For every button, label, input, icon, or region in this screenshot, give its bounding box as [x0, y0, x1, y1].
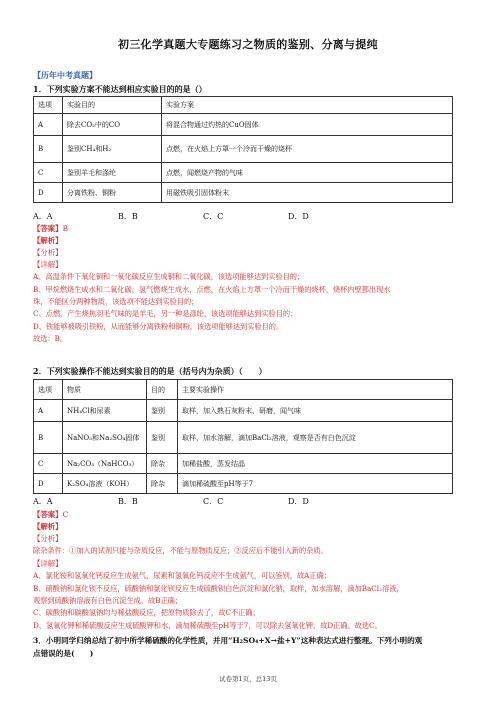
q2-detail-line: B、硝酸钠和氯化钡不反应，硫酸钠和氯化钡反应生成硫酸钡白色沉淀和氯化钠，取样，加水溶解，滴加BaCl₂溶液，: [33, 584, 404, 593]
q2-cell: 鉴别: [147, 400, 178, 422]
q2-answer: 【答案】C: [33, 510, 69, 519]
q1-option-d: D．D: [288, 212, 309, 221]
q1-option-a: A．A: [33, 212, 53, 221]
q2-cell: K₂SO₄溶液（KOH）: [63, 474, 147, 494]
q1-cell: D: [34, 183, 63, 203]
q2-cell: 取样，加水溶解，滴加BaCl₂溶液，观察是否有白色沉淀: [178, 422, 453, 454]
q1-cell: B: [34, 136, 63, 163]
q2-header-substance: 物质: [63, 380, 147, 400]
q1-detail-line: 珠，不能区分两种物质，该选项不能达到实验目的；: [33, 297, 199, 306]
page-footer: 试卷第1页，总13页: [219, 675, 277, 683]
q1-detail-line: C、点燃，产生烧焦羽毛气味的是羊毛，另一种是涤纶，该选项能够达到实验目的；: [33, 309, 298, 318]
q1-detail-line: D、铁能够被吸引铁粉，从而能够分离铁粉和铜粉，该选项能够达到实验目的。: [33, 322, 284, 331]
q1-cell: 用磁铁吸引固体粉末: [162, 183, 453, 203]
q2-table: [33, 379, 453, 494]
q2-header-option: 选项: [34, 380, 63, 400]
q2-detail-label: 【详解】: [33, 559, 63, 568]
page-title: 初三化学真题大专题练习之物质的鉴别、分离与提纯: [118, 38, 378, 51]
q1-detail-line: A、高温条件下氧化铜和一氧化碳反应生成铜和二氧化碳，该选项能够达到实验目的；: [33, 272, 305, 281]
q1-cell: 点燃，闻燃烧产物的气味: [162, 163, 453, 183]
q1-detail-line: B、甲烷燃烧生成水和二氧化碳，氢气燃烧生成水，点燃，在火焰上方罩一个冷而干燥的烧杯，烧杯内壁都出现水: [33, 285, 391, 294]
q2-header-operation: 主要实验操作: [178, 380, 453, 400]
q1-header-purpose: 实验目的: [63, 97, 162, 114]
q1-answer: 【答案】B: [33, 224, 69, 233]
q2-detail-line: 观察到硫酸钠溶液有白色沉淀生成，故B正确；: [33, 596, 183, 605]
q2-option-b: B．B: [118, 497, 138, 506]
q2-cell: C: [34, 454, 63, 474]
section-heading: 【历年中考真题】: [33, 70, 97, 80]
q2-option-c: C．C: [203, 497, 224, 506]
q2-fenxi-text: 除杂条件：①加入的试剂只能与杂质反应，不能与原物质反应；②反应后不能引入新的杂质。: [33, 546, 328, 555]
q1-cell: 鉴别羊毛和涤纶: [63, 163, 162, 183]
q2-header-purpose: 目的: [147, 380, 178, 400]
q1-cell: 鉴别CH₄和H₂: [63, 136, 162, 163]
q1-option-b: B．B: [118, 212, 138, 221]
q1-option-c: C．C: [203, 212, 224, 221]
q1-cell: 将混合物通过灼热的CuO固体: [162, 114, 453, 136]
q2-cell: 取样，加入熟石灰粉末、研磨，闻气味: [178, 400, 453, 422]
q1-header-option: 选项: [34, 97, 63, 114]
q2-cell: 鉴别: [147, 422, 178, 454]
q1-cell: A: [34, 114, 63, 136]
q1-header-plan: 实验方案: [162, 97, 453, 114]
q2-cell: NaNO₃和Na₂SO₄固体: [63, 422, 147, 454]
q2-cell: 滴加稀硫酸至pH等于7: [178, 474, 453, 494]
q2-cell: A: [34, 400, 63, 422]
q1-detail-line: 故选：B。: [33, 334, 68, 343]
q1-cell: 点燃，在火焰上方罩一个冷而干燥的烧杯: [162, 136, 453, 163]
q1-fenxi-label: 【分析】: [33, 248, 63, 257]
q2-detail-line: A、氯化铵和氢氧化钙反应生成氨气，尿素和氢氧化钙反应不生成氨气，可以鉴别，故A正确；: [33, 571, 331, 580]
q2-detail-line: D、氢氧化钾和稀硫酸反应生成硫酸钾和水，滴加稀硫酸至pH等于7，可以除去氢氧化钾，故D正确。故选C。: [33, 621, 382, 630]
q2-option-a: A．A: [33, 497, 53, 506]
q3-stem-line2: 点错误的是( ): [33, 649, 94, 658]
q1-cell: 分离铁粉、铜粉: [63, 183, 162, 203]
q2-option-d: D．D: [288, 497, 309, 506]
q2-detail-line: C、碳酸钠和碳酸氢钠均与稀盐酸反应，把原物质除去了，故C不正确；: [33, 608, 260, 617]
q1-detail-label: 【详解】: [33, 260, 63, 269]
q2-cell: 加稀盐酸，蒸发结晶: [178, 454, 453, 474]
q2-cell: B: [34, 422, 63, 454]
q1-cell: C: [34, 163, 63, 183]
q1-table: [33, 96, 453, 203]
q2-cell: Na₂CO₃（NaHCO₃）: [63, 454, 147, 474]
q2-stem: 2．下列实验操作不能达到实验目的的是（括号内为杂质）（ ）: [33, 366, 267, 376]
q1-analysis-label: 【解析】: [33, 236, 63, 245]
q2-cell: 除杂: [147, 474, 178, 494]
q2-cell: NH₄Cl和尿素: [63, 400, 147, 422]
q2-analysis-label: 【解析】: [33, 522, 63, 531]
q2-fenxi-label: 【分析】: [33, 534, 63, 543]
q2-cell: 除杂: [147, 454, 178, 474]
q1-stem: 1．下列实验方案不能达到相应实验目的的是（）: [33, 84, 207, 94]
q2-cell: D: [34, 474, 63, 494]
q3-stem-line1: 3．小明同学归纳总结了初中所学稀硫酸的化学性质，并用“H₂SO₄+X→盐+Y”这种表达式进行整理。下列小明的观: [33, 636, 423, 645]
q1-cell: 除去CO₂中的CO: [63, 114, 162, 136]
